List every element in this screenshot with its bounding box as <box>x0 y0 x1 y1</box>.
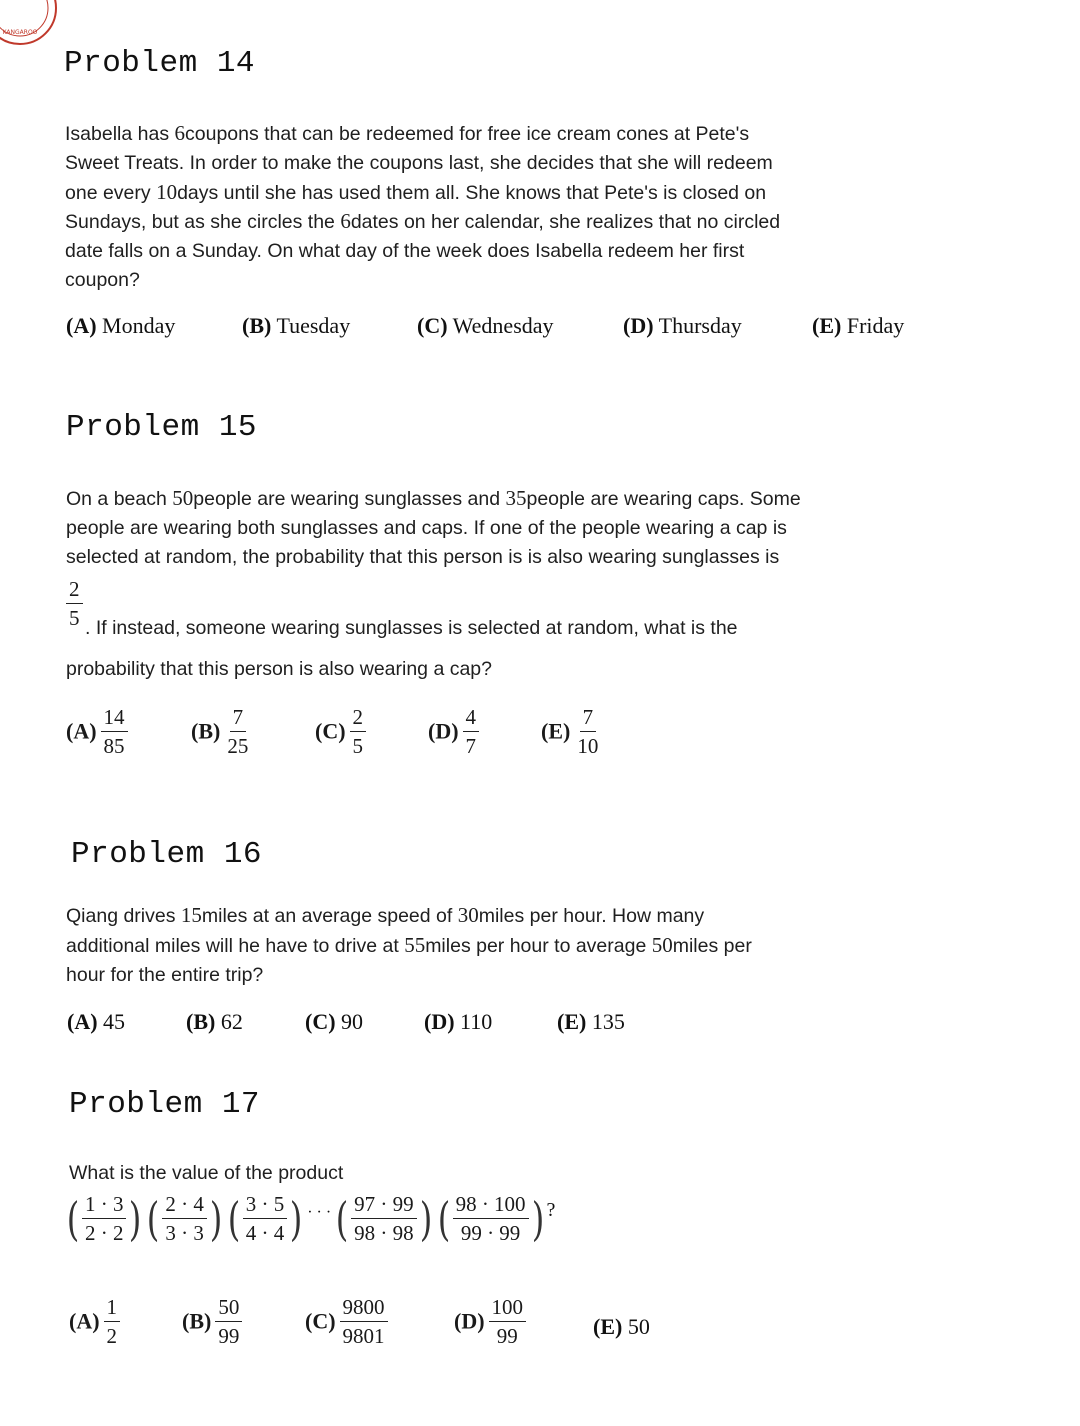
stamp-text: KANGAROO <box>2 29 38 36</box>
choice-15-a[interactable]: (A) $\frac{14}{85}$ <box>66 706 132 757</box>
choice-15-b[interactable]: (B) $\frac{7}{25}$ <box>191 705 249 759</box>
choice-15-c[interactable]: (C) $\frac{2}{5}$ <box>315 706 370 757</box>
problem-17-title: Problem 17 <box>69 1087 261 1122</box>
choice-17-b[interactable]: (B) $\frac{50}{99}$ <box>182 1296 246 1347</box>
factor-1: ( $\frac{1 \cdot 3}{2 \cdot 2}$ ) <box>66 1191 142 1246</box>
problem-16-title: Problem 16 <box>71 837 263 872</box>
factor-3: ( $\frac{3 \cdot 5}{4 \cdot 4}$ ) <box>227 1191 303 1246</box>
choice-17-a[interactable]: (A) $\frac{1}{2}$ <box>69 1296 124 1347</box>
choice-14-e[interactable]: (E) Friday <box>812 313 905 338</box>
choice-16-b[interactable]: (B) 62 <box>186 1009 243 1034</box>
problem-14-title: Problem 14 <box>64 46 256 81</box>
choice-15-e[interactable]: (E) $\frac{7}{10}$ <box>541 705 599 759</box>
choice-16-a[interactable]: (A) 45 <box>67 1009 126 1034</box>
school-logo-stamp <box>0 0 60 48</box>
problem-14-text: Isabella has 6coupons that can be redeemed for free ice cream cones at Pete's Sweet Treats. In order to make the coupons last, she decides that she will redeem one every 10days until she has used them all. She knows that Pete's is closed on Sundays, but as she circles the 6dates on her calendar, she realizes that no circled date falls on a Sunday. On what day of the week does Isabella redeem her first coupon? <box>65 121 781 291</box>
choice-16-d[interactable]: (D) 110 <box>424 1009 493 1034</box>
ellipsis: · · · <box>307 1203 332 1221</box>
problem-15-text-cont: . If instead, someone wearing sunglasses is selected at random, what is the <box>85 617 738 639</box>
choice-14-b[interactable]: (B) Tuesday <box>242 313 351 338</box>
problem-16-text: Qiang drives 15miles at an average speed of 30miles per hour. How many additional miles will he have to drive at 55miles per hour to average 50miles per hour for the entire trip? <box>66 903 752 986</box>
choice-17-c[interactable]: (C) $\frac{9800}{9801}$ <box>305 1296 392 1347</box>
header-scribble <box>70 0 310 3</box>
problem-15-text: On a beach 50people are wearing sunglasses and 35people are wearing caps. Some people are wearing both sunglasses and caps. If one of the people wearing a cap is selected at random, the probability that this person is is also wearing sunglasses is <box>66 486 801 568</box>
product-expression <box>64 1193 555 1244</box>
problem-17-text: What is the value of the product <box>69 1162 344 1184</box>
problem-15-text-last: probability that this person is also wearing a cap? <box>66 658 492 680</box>
factor-98: ( $\frac{98 \cdot 100}{99 \cdot 99}$ ) <box>437 1191 544 1246</box>
factor-97: ( $\frac{97 \cdot 99}{98 \cdot 98}$ ) <box>335 1191 432 1246</box>
choice-17-d[interactable]: (D) $\frac{100}{99}$ <box>454 1296 530 1347</box>
problem-15-title: Problem 15 <box>66 410 258 445</box>
choice-15-d[interactable]: (D) $\frac{4}{7}$ <box>428 706 483 757</box>
choice-17-e[interactable]: (E) 50 <box>593 1314 650 1339</box>
choice-14-c[interactable]: (C) Wednesday <box>417 313 554 338</box>
choice-14-a[interactable]: (A) Monday <box>66 313 176 338</box>
factor-2: ( $\frac{2 \cdot 4}{3 \cdot 3}$ ) <box>147 1191 223 1246</box>
choice-16-e[interactable]: (E) 135 <box>557 1009 625 1034</box>
choice-16-c[interactable]: (C) 90 <box>305 1009 364 1034</box>
problem-15-fraction: $\frac{2}{5}$ <box>66 578 83 629</box>
question-mark: ? <box>546 1199 556 1222</box>
choice-14-d[interactable]: (D) Thursday <box>623 313 742 338</box>
